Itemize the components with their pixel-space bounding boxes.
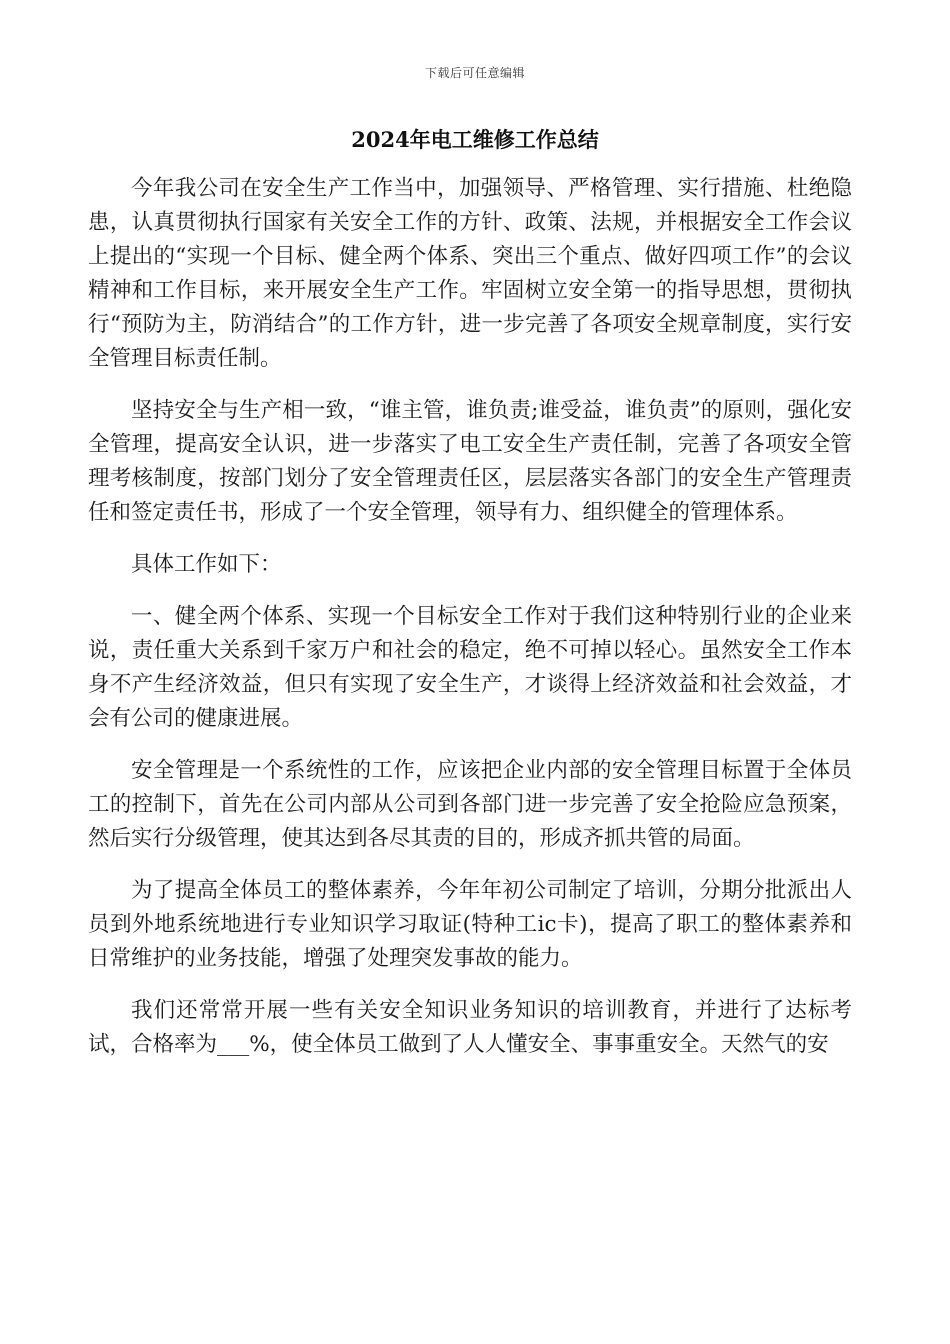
paragraph: 具体工作如下： — [131, 552, 282, 577]
paragraph: 我们还常常开展一些有关安全知识业务知识的培训教育，并进行了达标考试，合格率为___%，使全体员工做到了人人懂安全、事事重安全。天然气的安 — [88, 998, 852, 1057]
paragraph: 坚持安全与生产相一致，“谁主管，谁负责;谁受益，谁负责”的原则，强化安全管理，提高安全认识，进一步落实了电工安全生产责任制，完善了各项安全管理考核制度，按部门划分了安全管理责任区，层层落实各部门的安全生产管理责任和签定责任书，形成了一个安全管理，领导有力、组织健全的管理体系。 — [88, 398, 852, 525]
paragraph: 一、健全两个体系、实现一个目标安全工作对于我们这种特别行业的企业来说，责任重大关系到千家万户和社会的稳定，绝不可掉以轻心。虽然安全工作本身不产生经济效益，但只有实现了安全生产，才谈得上经济效益和社会效益，才会有公司的健康进展。 — [88, 604, 852, 731]
paragraph: 安全管理是一个系统性的工作，应该把企业内部的安全管理目标置于全体员工的控制下，首先在公司内部从公司到各部门进一步完善了安全抢险应急预案，然后实行分级管理，使其达到各尽其责的目的，形成齐抓共管的局面。 — [88, 758, 852, 851]
document-title: 2024年电工维修工作总结 — [351, 127, 599, 152]
document-body — [88, 172, 852, 1080]
page-header: 下载后可任意编辑 — [424, 66, 525, 80]
paragraph: 为了提高全体员工的整体素养，今年年初公司制定了培训，分期分批派出人员到外地系统地进行专业知识学习取证(特种工ic卡)，提高了职工的整体素养和日常维护的业务技能，增强了处理突发事故的能力。 — [88, 878, 852, 971]
paragraph: 今年我公司在安全生产工作当中，加强领导、严格管理、实行措施、杜绝隐患，认真贯彻执行国家有关安全工作的方针、政策、法规，并根据安全工作会议上提出的“实现一个目标、健全两个体系、突出三个重点、做好四项工作”的会议精神和工作目标，来开展安全生产工作。牢固树立安全第一的指导思想，贯彻执行“预防为主，防消结合”的工作方针，进一步完善了各项安全规章制度，实行安全管理目标责任制。 — [88, 176, 852, 371]
